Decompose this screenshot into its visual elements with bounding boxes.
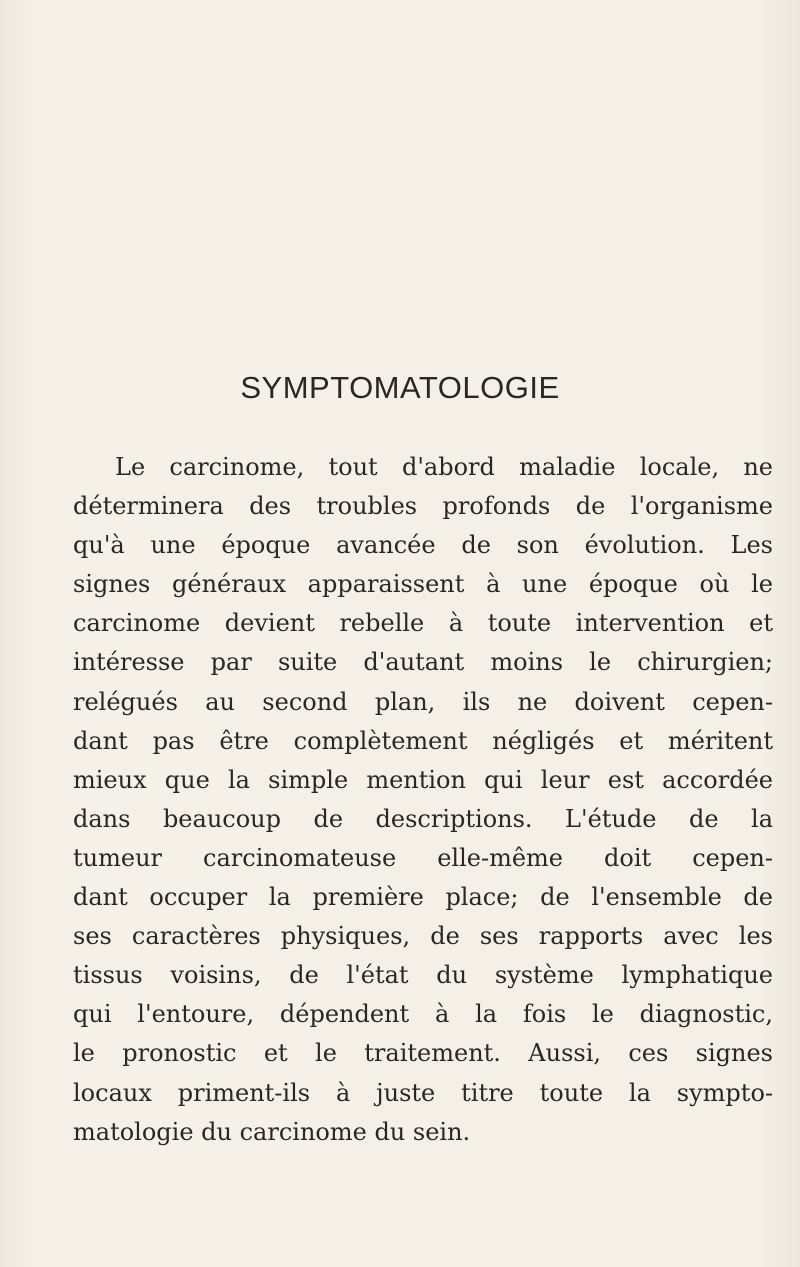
text-line: ses caractères physiques, de ses rapports avec les bbox=[73, 922, 773, 951]
text-line: Le carcinome, tout d'abord maladie locale, ne bbox=[115, 453, 773, 481]
text-line: tissus voisins, de l'état du système lymphatique bbox=[73, 961, 773, 990]
text-line: dant occuper la première place; de l'ensemble de bbox=[73, 883, 773, 912]
text-line: carcinome devient rebelle à toute intervention et bbox=[73, 609, 773, 638]
text-line: qui l'entoure, dépendent à la fois le diagnostic, bbox=[73, 1000, 773, 1029]
text-line: intéresse par suite d'autant moins le chirurgien; bbox=[73, 648, 773, 677]
text-line: le pronostic et le traitement. Aussi, ces signes bbox=[73, 1039, 773, 1068]
text-line: mieux que la simple mention qui leur est accordée bbox=[73, 765, 773, 794]
body-paragraph bbox=[73, 448, 773, 1152]
text-line: tumeur carcinomateuse elle-même doit cepen- bbox=[73, 843, 773, 872]
text-line: matologie du carcinome du sein. bbox=[73, 1117, 471, 1146]
text-line: dant pas être complètement négligés et méritent bbox=[73, 726, 773, 755]
text-line: déterminera des troubles profonds de l'organisme bbox=[73, 492, 773, 521]
text-line: relégués au second plan, ils ne doivent cepen- bbox=[73, 687, 773, 716]
page-title: SYMPTOMATOLOGIE bbox=[240, 370, 560, 405]
text-line: signes généraux apparaissent à une époque où le bbox=[73, 570, 773, 599]
text-line: qu'à une époque avancée de son évolution. Les bbox=[73, 531, 773, 560]
text-line: dans beaucoup de descriptions. L'étude de la bbox=[73, 804, 773, 833]
text-line: locaux priment-ils à juste titre toute la sympto- bbox=[73, 1078, 773, 1107]
